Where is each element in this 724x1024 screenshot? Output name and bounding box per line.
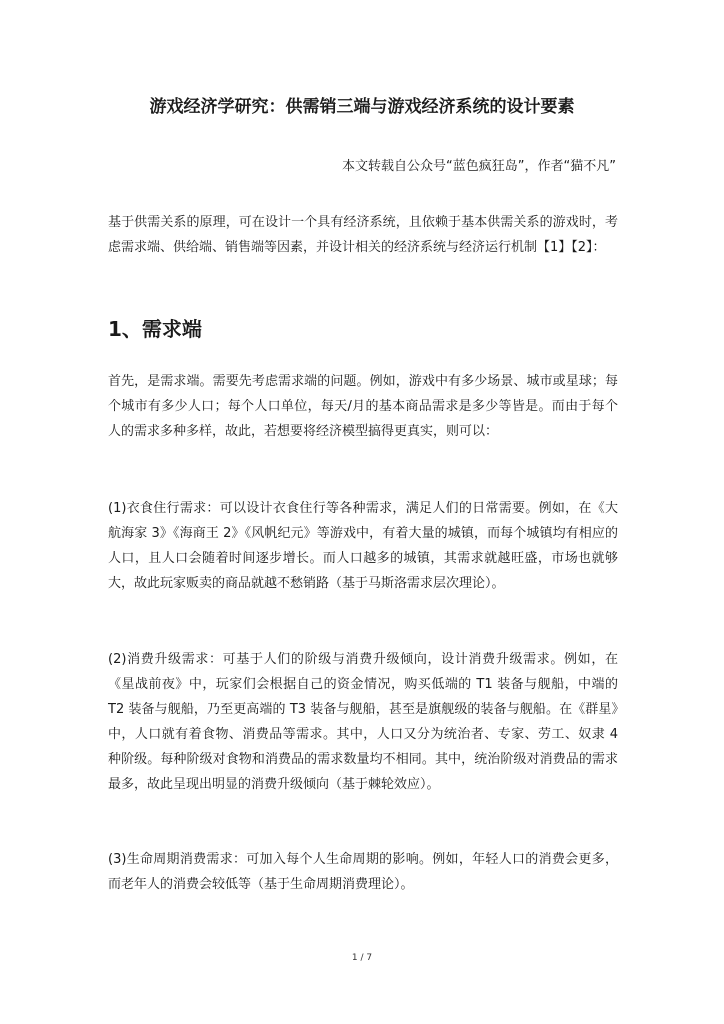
section-heading: 1、需求端 <box>108 317 202 341</box>
consumption-upgrade-demand-paragraph: (2)消费升级需求：可基于人们的阶级与消费升级倾向，设计消费升级需求。例如，在《星战前夜》中，玩家们会根据自己的资金情况，购买低端的 T1 装备与舰船，中端的 T2 装备与舰船，乃至更高端的 T3 装备与舰船，甚至是旗舰级的装备与舰船。在《群星》中，人口就有着食物、消费品等需求。其中，人口又分为统治者、专家、劳工、奴隶 4 种阶级。每种阶级对食物和消费品的需求数量均不相同。其中，统治阶级对消费品的需求最多，故此呈现出明显的消费升级倾向（基于棘轮效应）。 <box>108 652 618 792</box>
page-number: 1 / 7 <box>351 953 373 963</box>
demand-intro-paragraph: 首先，是需求端。需要先考虑需求端的问题。例如，游戏中有多少场景、城市或星球；每个城市有多少人口；每个人口单位，每天/月的基本商品需求是多少等皆是。而由于每个人的需求多种多样，故此，若想要将经济模型搞得更真实，则可以： <box>108 374 618 439</box>
attribution-line: 本文转载自公众号“蓝色疯狂岛”，作者“猫不凡” <box>342 159 616 174</box>
life-cycle-demand-paragraph: (3)生命周期消费需求：可加入每个人生命周期的影响。例如，年轻人口的消费会更多，而老年人的消费会较低等（基于生命周期消费理论）。 <box>108 852 618 892</box>
document-title: 游戏经济学研究：供需销三端与游戏经济系统的设计要素 <box>149 97 575 117</box>
clothing-food-housing-demand-paragraph: (1)衣食住行需求：可以设计衣食住行等各种需求，满足人们的日常需要。例如，在《大航海家 3》《海商王 2》《风帆纪元》等游戏中，有着大量的城镇，而每个城镇均有相应的人口，且人口会随着时间逐步增长。而人口越多的城镇，其需求就越旺盛，市场也就够大，故此玩家贩卖的商品就越不愁销路（基于马斯洛需求层次理论）。 <box>108 501 618 591</box>
intro-paragraph: 基于供需关系的原理，可在设计一个具有经济系统，且依赖于基本供需关系的游戏时，考虑需求端、供给端、销售端等因素，并设计相关的经济系统与经济运行机制【1】【2】： <box>108 215 618 255</box>
